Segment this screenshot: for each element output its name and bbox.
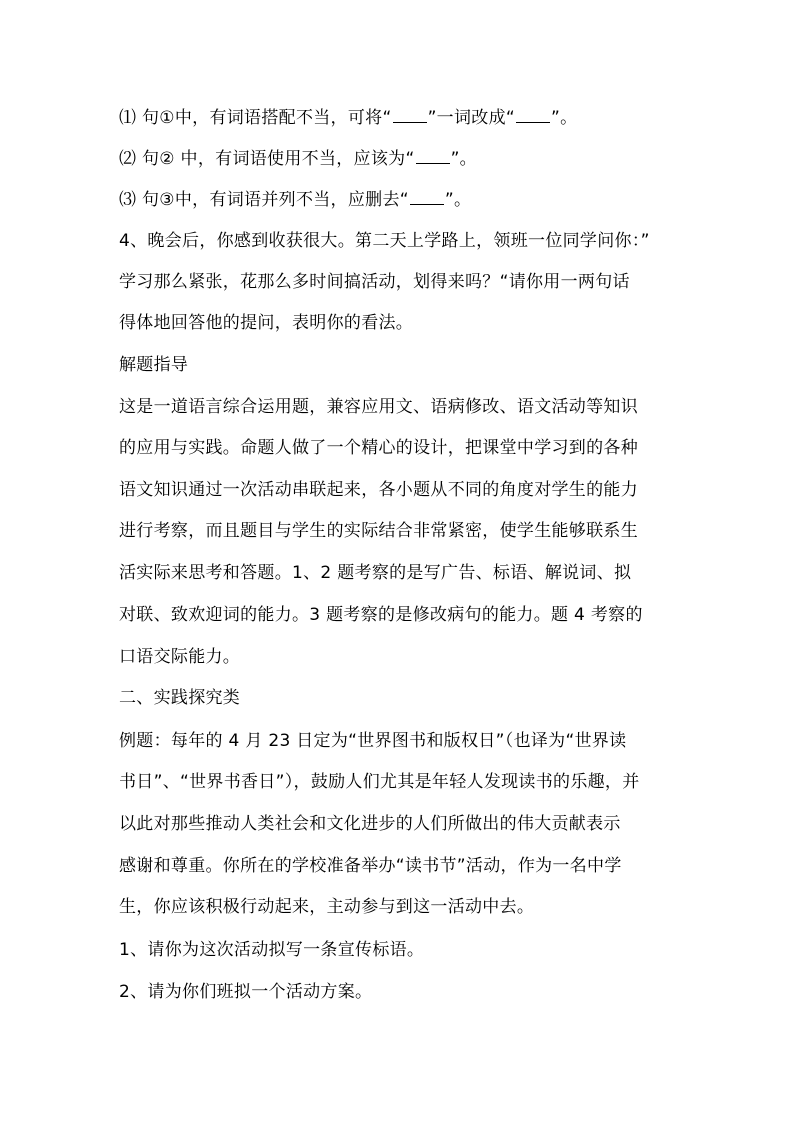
task-item: 1、请你为这次活动拟写一条宣传标语。	[119, 940, 425, 960]
question-1-text-end: ”。	[550, 108, 578, 128]
example-line: 生，你应该积极行动起来，主动参与到这一活动中去。	[119, 897, 535, 917]
question-4-line: 4、晚会后，你感到收获很大。第二天上学路上，领班一位同学问你：”	[119, 231, 650, 251]
example-line: 例题：每年的 4 月 23 日定为“世界图书和版权日”（也译为“世界读	[119, 731, 627, 751]
task-item: 2、请为你们班拟一个活动方案。	[119, 982, 373, 1002]
example-line: 以此对那些推动人类社会和文化进步的人们所做出的伟大贡献表示	[119, 814, 621, 834]
example-line: 感谢和尊重。你所在的学校准备举办“读书节”活动，作为一名中学	[119, 856, 622, 876]
guide-heading: 解题指导	[119, 355, 189, 375]
question-3-text-end: ”。	[444, 190, 472, 210]
guide-line: 这是一道语言综合运用题，兼容应用文、语病修改、语文活动等知识	[119, 397, 638, 417]
answer-blank[interactable]	[393, 106, 427, 123]
question-2	[119, 147, 689, 171]
section-heading: 二、实践探究类	[119, 688, 241, 708]
question-2-text-start: ⑵ 句② 中，有词语使用不当，应该为“	[119, 149, 415, 169]
question-2-text-end: ”。	[450, 149, 477, 169]
guide-line: 对联、致欢迎词的能力。3 题考察的是修改病句的能力。题 4 考察的	[119, 605, 643, 625]
guide-line: 口语交际能力。	[119, 647, 241, 667]
question-1	[119, 106, 689, 130]
example-line: 书日”、“世界书香日”），鼓励人们尤其是年轻人发现读书的乐趣，并	[119, 772, 640, 792]
question-4-line: 学习那么紧张，花那么多时间搞活动，划得来吗？“请你用一两句话	[119, 272, 630, 292]
answer-blank[interactable]	[516, 106, 550, 123]
question-3-text-start: ⑶ 句③中，有词语并列不当，应删去“	[119, 190, 409, 210]
question-1-text-middle: ”一词改成“	[427, 108, 515, 128]
guide-line: 活实际来思考和答题。1、2 题考察的是写广告、标语、解说词、拟	[119, 563, 632, 583]
guide-line: 语文知识通过一次活动串联起来，各小题从不同的角度对学生的能力	[119, 480, 638, 500]
guide-line: 进行考察，而且题目与学生的实际结合非常紧密，使学生能够联系生	[119, 521, 638, 541]
guide-line: 的应用与实践。命题人做了一个精心的设计，把课堂中学习到的各种	[119, 438, 638, 458]
question-4-line: 得体地回答他的提问，表明你的看法。	[119, 313, 414, 333]
question-1-text-start: ⑴ 句①中，有词语搭配不当，可将“	[119, 108, 392, 128]
answer-blank[interactable]	[410, 188, 444, 205]
question-3	[119, 188, 689, 212]
answer-blank[interactable]	[416, 147, 450, 164]
